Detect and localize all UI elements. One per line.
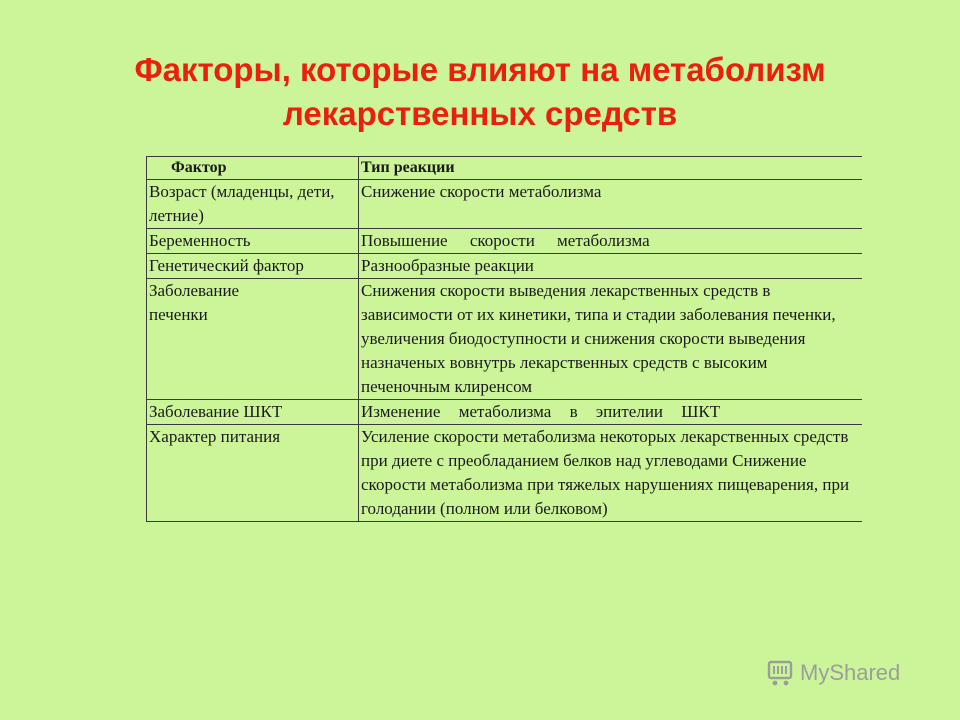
reaction-cell: Изменение метаболизма в эпителии ШКТ	[359, 400, 863, 425]
slide-title-line-1: Факторы, которые влияют на метаболизм	[134, 51, 826, 88]
reaction-cell: Снижение скорости метаболизма	[359, 180, 863, 229]
header-reaction-type: Тип реакции	[359, 157, 863, 180]
factor-cell: Генетический фактор	[147, 254, 359, 279]
reaction-cell: Снижения скорости выведения лекарственных средств в зависимости от их кинетики, типа и стадии заболевания печенки, увеличения биодоступности и снижения скорости выведения назначеных вовнутрь лекарственных средств с высоким печеночным клиренсом	[359, 279, 863, 400]
factor-cell: Беременность	[147, 229, 359, 254]
factors-table	[146, 156, 862, 522]
factors-table-container	[146, 156, 850, 522]
reaction-cell: Усиление скорости метаболизма некоторых лекарственных средств при диете с преобладанием белков над углеводами Снижение скорости метаболизма при тяжелых нарушениях пищеварения, при голодании (полном или белковом)	[359, 425, 863, 522]
watermark-text: MyShared	[800, 660, 901, 685]
myshared-watermark	[766, 658, 900, 688]
slide-title	[0, 48, 960, 136]
table-row	[147, 400, 863, 425]
table-row	[147, 180, 863, 229]
table-row	[147, 425, 863, 522]
factor-cell: Заболевание ШКТ	[147, 400, 359, 425]
reaction-cell: Разнообразные реакции	[359, 254, 863, 279]
table-header-row	[147, 157, 863, 180]
shopping-cart-icon	[766, 658, 796, 688]
factor-cell: Характер питания	[147, 425, 359, 522]
slide-title-line-2: лекарственных средств	[282, 95, 678, 132]
factor-cell: Возраст (младенцы, дети, летние)	[147, 180, 359, 229]
reaction-cell: Повышение скорости метаболизма	[359, 229, 863, 254]
header-factor: Фактор	[147, 157, 359, 180]
table-row	[147, 229, 863, 254]
factor-cell: Заболевание печенки	[147, 279, 359, 400]
table-row	[147, 254, 863, 279]
table-row	[147, 279, 863, 400]
